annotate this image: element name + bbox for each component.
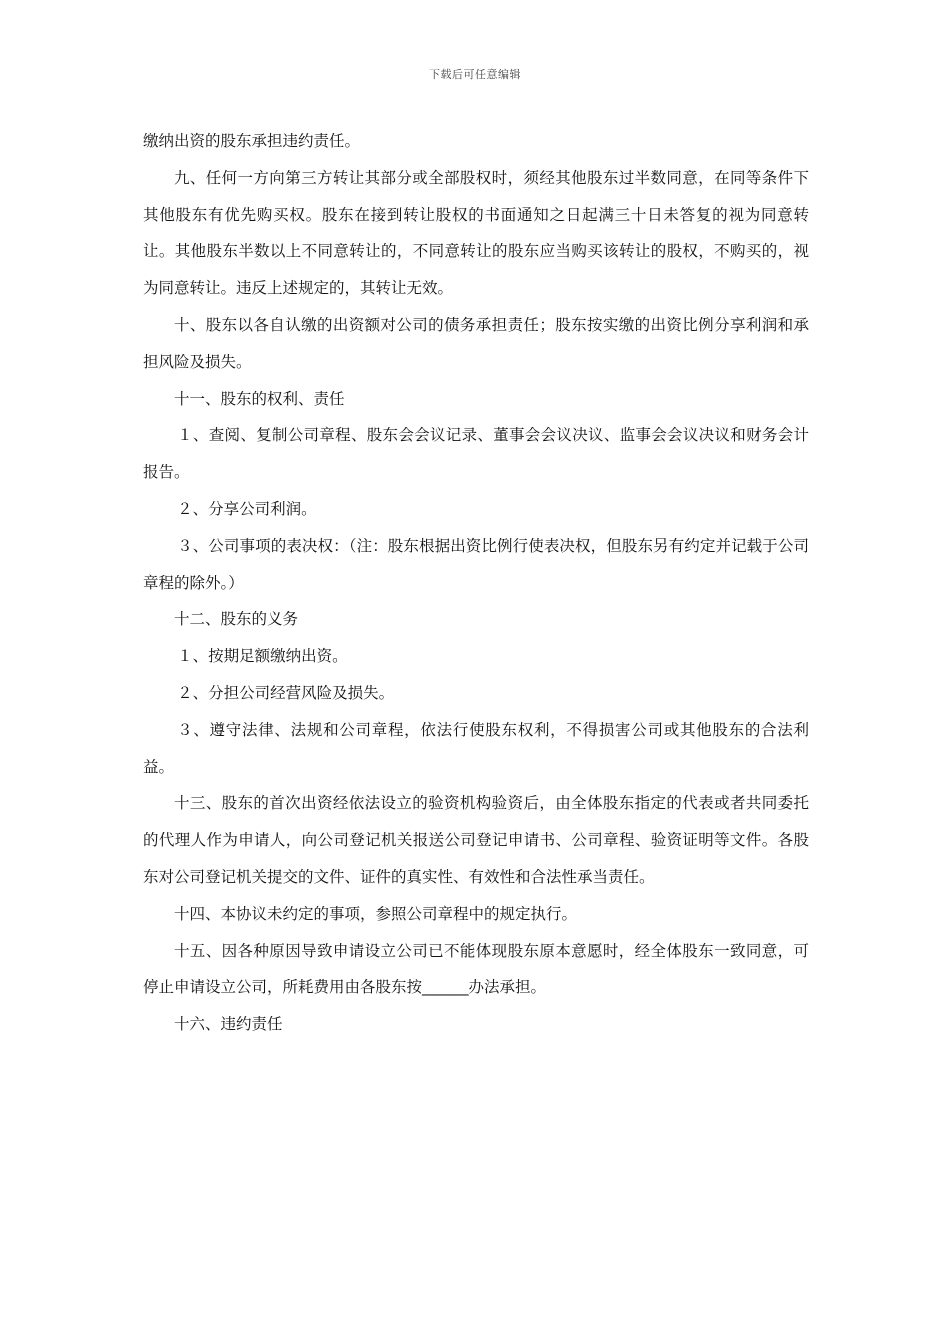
clause-16-heading: 十六、违约责任 [174, 1015, 283, 1034]
clause-11-item-1: １、查阅、复制公司章程、股东会会议记录、董事会会议决议、监事会会议决议和财务会计报告。 [143, 426, 809, 482]
clause-11-item-3: ３、公司事项的表决权：（注：股东根据出资比例行使表决权，但股东另有约定并记载于公司章程的除外。） [143, 536, 809, 592]
document-body [143, 123, 809, 1043]
clause-13: 十三、股东的首次出资经依法设立的验资机构验资后，由全体股东指定的代表或者共同委托的代理人作为申请人，向公司登记机关报送公司登记申请书、公司章程、验资证明等文件。各股东对公司登记机关提交的文件、证件的真实性、有效性和合法性承当责任。 [143, 794, 809, 886]
clause-9: 九、任何一方向第三方转让其部分或全部股权时，须经其他股东过半数同意，在同等条件下其他股东有优先购买权。股东在接到转让股权的书面通知之日起满三十日未答复的视为同意转让。其他股东半数以上不同意转让的，不同意转让的股东应当购买该转让的股权，不购买的，视为同意转让。违反上述规定的，其转让无效。 [143, 168, 809, 298]
clause-11-item-2: ２、分享公司利润。 [177, 499, 317, 518]
clause-11-heading: 十一、股东的权利、责任 [174, 389, 345, 408]
clause-14: 十四、本协议未约定的事项，参照公司章程中的规定执行。 [174, 904, 578, 923]
clause-12-item-2: ２、分担公司经营风险及损失。 [177, 683, 395, 702]
clause-12-item-1: １、按期足额缴纳出资。 [177, 647, 348, 666]
page-header: 下载后可任意编辑 [429, 68, 521, 81]
clause-10: 十、股东以各自认缴的出资额对公司的债务承担责任；股东按实缴的出资比例分享利润和承担风险及损失。 [143, 315, 809, 371]
paragraph-continuation: 缴纳出资的股东承担违约责任。 [143, 132, 361, 150]
clause-12-heading: 十二、股东的义务 [174, 610, 299, 629]
clause-12-item-3: ３、遵守法律、法规和公司章程，依法行使股东权利，不得损害公司或其他股东的合法利益。 [143, 720, 809, 776]
clause-15: 十五、因各种原因导致申请设立公司已不能体现股东原本意愿时，经全体股东一致同意，可停止申请设立公司，所耗费用由各股东按______办法承担。 [143, 941, 809, 997]
